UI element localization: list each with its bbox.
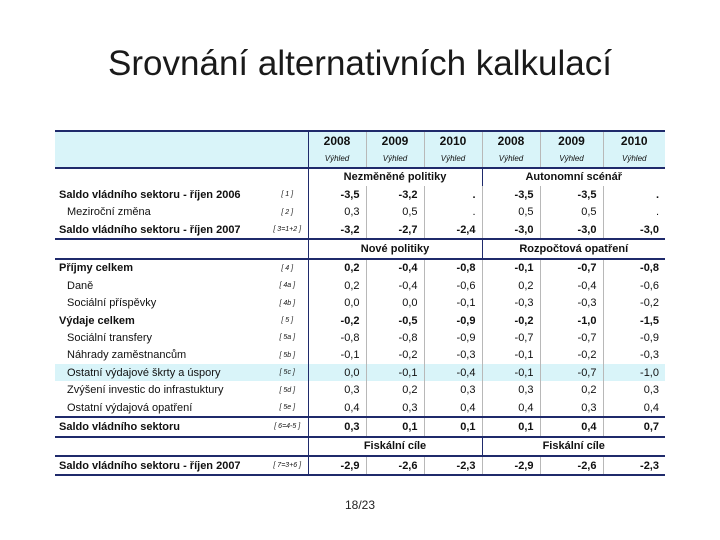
value-cell: .: [424, 186, 482, 203]
row-code: [ 1 ]: [281, 191, 294, 199]
value-cell: -3,5: [308, 186, 366, 203]
value-cell: -0,1: [482, 364, 540, 381]
year-header: 2009: [540, 131, 603, 149]
value-cell: -0,4: [366, 277, 424, 294]
value-cell: 0,2: [366, 381, 424, 398]
value-cell: 0,3: [308, 417, 366, 436]
value-cell: -0,2: [308, 312, 366, 329]
outlook-label: Výhled: [540, 149, 603, 167]
value-cell: -0,7: [540, 259, 603, 277]
table-row: [55, 312, 665, 329]
value-cell: -0,1: [366, 364, 424, 381]
row-label: Výdaje celkem: [59, 314, 135, 327]
section-autonomous-scenario: Autonomní scénář: [482, 168, 665, 186]
year-header: 2008: [482, 131, 540, 149]
year-header: 2010: [424, 131, 482, 149]
section-fiscal-targets: Fiskální cíle: [308, 437, 482, 456]
table-row: [55, 259, 665, 277]
header-empty-cell: [55, 149, 308, 167]
table-row: [55, 204, 665, 221]
value-cell: 0,4: [482, 399, 540, 417]
value-cell: -0,9: [424, 312, 482, 329]
row-label: Sociální příspěvky: [67, 297, 157, 310]
row-code: [ 5e ]: [279, 404, 296, 412]
value-cell: -1,0: [640, 366, 659, 379]
row-label: Zvýšení investic do infrastuktury: [67, 384, 224, 397]
value-cell: -0,1: [482, 259, 540, 277]
value-cell: -0,3: [424, 347, 482, 364]
value-cell: -0,5: [366, 312, 424, 329]
section-unchanged-policies: Nezměněné politiky: [308, 168, 482, 186]
value-cell: -2,9: [308, 456, 366, 475]
table-row: [55, 347, 665, 364]
row-code: [ 5a ]: [279, 334, 296, 342]
value-cell: 0,3: [308, 204, 366, 221]
value-cell: 0,2: [482, 277, 540, 294]
value-cell: 0,4: [643, 401, 659, 414]
value-cell: -3,2: [366, 186, 424, 203]
value-cell: -0,6: [640, 279, 659, 292]
value-cell: 0,3: [424, 381, 482, 398]
row-label: Příjmy celkem: [59, 262, 133, 275]
value-cell: 0,0: [308, 295, 366, 312]
value-cell: -0,6: [424, 277, 482, 294]
value-cell: .: [655, 188, 659, 201]
value-cell: 0,0: [366, 295, 424, 312]
year-header: 2008: [308, 131, 366, 149]
table-row: [55, 381, 665, 398]
row-label: Daně: [67, 279, 94, 292]
value-cell: 0,2: [540, 381, 603, 398]
section-fiscal-targets: Fiskální cíle: [482, 437, 665, 456]
outlook-label: Výhled: [622, 153, 647, 163]
value-cell: -0,8: [640, 262, 659, 275]
value-cell: -0,2: [482, 312, 540, 329]
row-code: [ 4a ]: [279, 282, 296, 290]
value-cell: 0,2: [308, 259, 366, 277]
year-header: 2009: [366, 131, 424, 149]
table-row: [55, 456, 665, 475]
table-row: [55, 186, 665, 203]
row-code: [ 2 ]: [281, 208, 294, 216]
value-cell: -1,5: [640, 314, 659, 327]
table-row: [55, 295, 665, 312]
value-cell: 0,3: [540, 399, 603, 417]
value-cell: .: [655, 206, 659, 219]
value-cell: -2,9: [482, 456, 540, 475]
section-new-policies: Nové politiky: [308, 239, 482, 258]
value-cell: 0,3: [482, 381, 540, 398]
value-cell: -0,2: [540, 347, 603, 364]
value-cell: -0,3: [540, 295, 603, 312]
row-code: [ 3=1+2 ]: [273, 226, 302, 234]
outlook-header-row: [55, 149, 665, 167]
row-label: Ostatní výdajové škrty a úspory: [67, 366, 221, 379]
value-cell: -0,9: [640, 331, 659, 344]
value-cell: -0,8: [424, 259, 482, 277]
outlook-label: Výhled: [308, 149, 366, 167]
table-row: [55, 417, 665, 436]
row-code: [ 5 ]: [281, 317, 294, 325]
value-cell: -0,1: [482, 347, 540, 364]
table-row: [55, 277, 665, 294]
value-cell: -0,4: [540, 277, 603, 294]
value-cell: -0,7: [540, 364, 603, 381]
value-cell: -3,5: [540, 186, 603, 203]
row-code: [ 4b ]: [279, 299, 296, 307]
value-cell: 0,5: [366, 204, 424, 221]
outlook-label: Výhled: [424, 149, 482, 167]
row-label: Náhrady zaměstnancům: [67, 349, 187, 362]
value-cell: 0,1: [424, 417, 482, 436]
value-cell: 0,3: [308, 381, 366, 398]
table-row: [55, 329, 665, 346]
row-code: [ 6=4-5 ]: [274, 423, 301, 431]
row-code: [ 5c ]: [279, 369, 295, 377]
value-cell: -0,7: [482, 329, 540, 346]
value-cell: -0,3: [640, 349, 659, 362]
page-number: 18/23: [344, 498, 376, 512]
value-cell: -0,1: [424, 295, 482, 312]
section-header-row: [55, 239, 665, 258]
row-code: [ 4 ]: [281, 264, 294, 272]
row-code: [ 5d ]: [279, 386, 296, 394]
year-header-row: [55, 131, 665, 149]
value-cell: -0,9: [424, 329, 482, 346]
comparison-table: [55, 130, 665, 476]
outlook-label: Výhled: [482, 149, 540, 167]
row-code: [ 5b ]: [279, 351, 296, 359]
value-cell: 0,5: [540, 204, 603, 221]
value-cell: 0,1: [366, 417, 424, 436]
value-cell: 0,4: [540, 417, 603, 436]
slide-title: Srovnání alternativních kalkulací: [108, 44, 612, 83]
value-cell: -0,8: [308, 329, 366, 346]
value-cell: 0,5: [482, 204, 540, 221]
table-row-highlighted: [55, 364, 665, 381]
value-cell: 0,3: [366, 399, 424, 417]
row-label: Ostatní výdajová opatření: [67, 401, 193, 414]
value-cell: -3,0: [640, 223, 659, 236]
row-code: [ 7=3+6 ]: [273, 462, 302, 470]
value-cell: .: [424, 204, 482, 221]
value-cell: -2,4: [424, 221, 482, 239]
header-empty-cell: [55, 131, 308, 149]
value-cell: -2,3: [640, 459, 659, 472]
value-cell: 0,7: [643, 420, 659, 433]
year-header: 2010: [620, 133, 648, 148]
value-cell: -3,5: [482, 186, 540, 203]
section-header-row: [55, 437, 665, 456]
value-cell: -0,2: [366, 347, 424, 364]
outlook-label: Výhled: [366, 149, 424, 167]
value-cell: -0,1: [308, 347, 366, 364]
value-cell: -2,6: [540, 456, 603, 475]
row-label: Saldo vládního sektoru - říjen 2007: [59, 459, 241, 472]
value-cell: 0,3: [643, 384, 659, 397]
value-cell: -0,8: [366, 329, 424, 346]
comparison-table-container: [55, 130, 665, 476]
value-cell: 0,1: [482, 417, 540, 436]
value-cell: -0,4: [424, 364, 482, 381]
section-budget-measures: Rozpočtová opatření: [482, 239, 665, 258]
row-label: Sociální transfery: [67, 331, 152, 344]
row-label: Saldo vládního sektoru: [59, 420, 181, 433]
value-cell: -3,2: [308, 221, 366, 239]
value-cell: 0,4: [308, 399, 366, 417]
row-label: Saldo vládního sektoru - říjen 2006: [59, 188, 241, 201]
value-cell: -1,0: [540, 312, 603, 329]
value-cell: -2,7: [366, 221, 424, 239]
value-cell: -0,7: [540, 329, 603, 346]
value-cell: -2,3: [424, 456, 482, 475]
value-cell: 0,0: [308, 364, 366, 381]
row-label: Saldo vládního sektoru - říjen 2007: [59, 223, 241, 236]
value-cell: 0,2: [308, 277, 366, 294]
value-cell: -2,6: [366, 456, 424, 475]
value-cell: 0,4: [424, 399, 482, 417]
value-cell: -3,0: [482, 221, 540, 239]
value-cell: -3,0: [540, 221, 603, 239]
table-row: [55, 399, 665, 417]
section-header-row: [55, 168, 665, 186]
value-cell: -0,4: [366, 259, 424, 277]
value-cell: -0,2: [640, 297, 659, 310]
row-label: Meziroční změna: [67, 206, 151, 219]
value-cell: -0,3: [482, 295, 540, 312]
table-row: [55, 221, 665, 239]
